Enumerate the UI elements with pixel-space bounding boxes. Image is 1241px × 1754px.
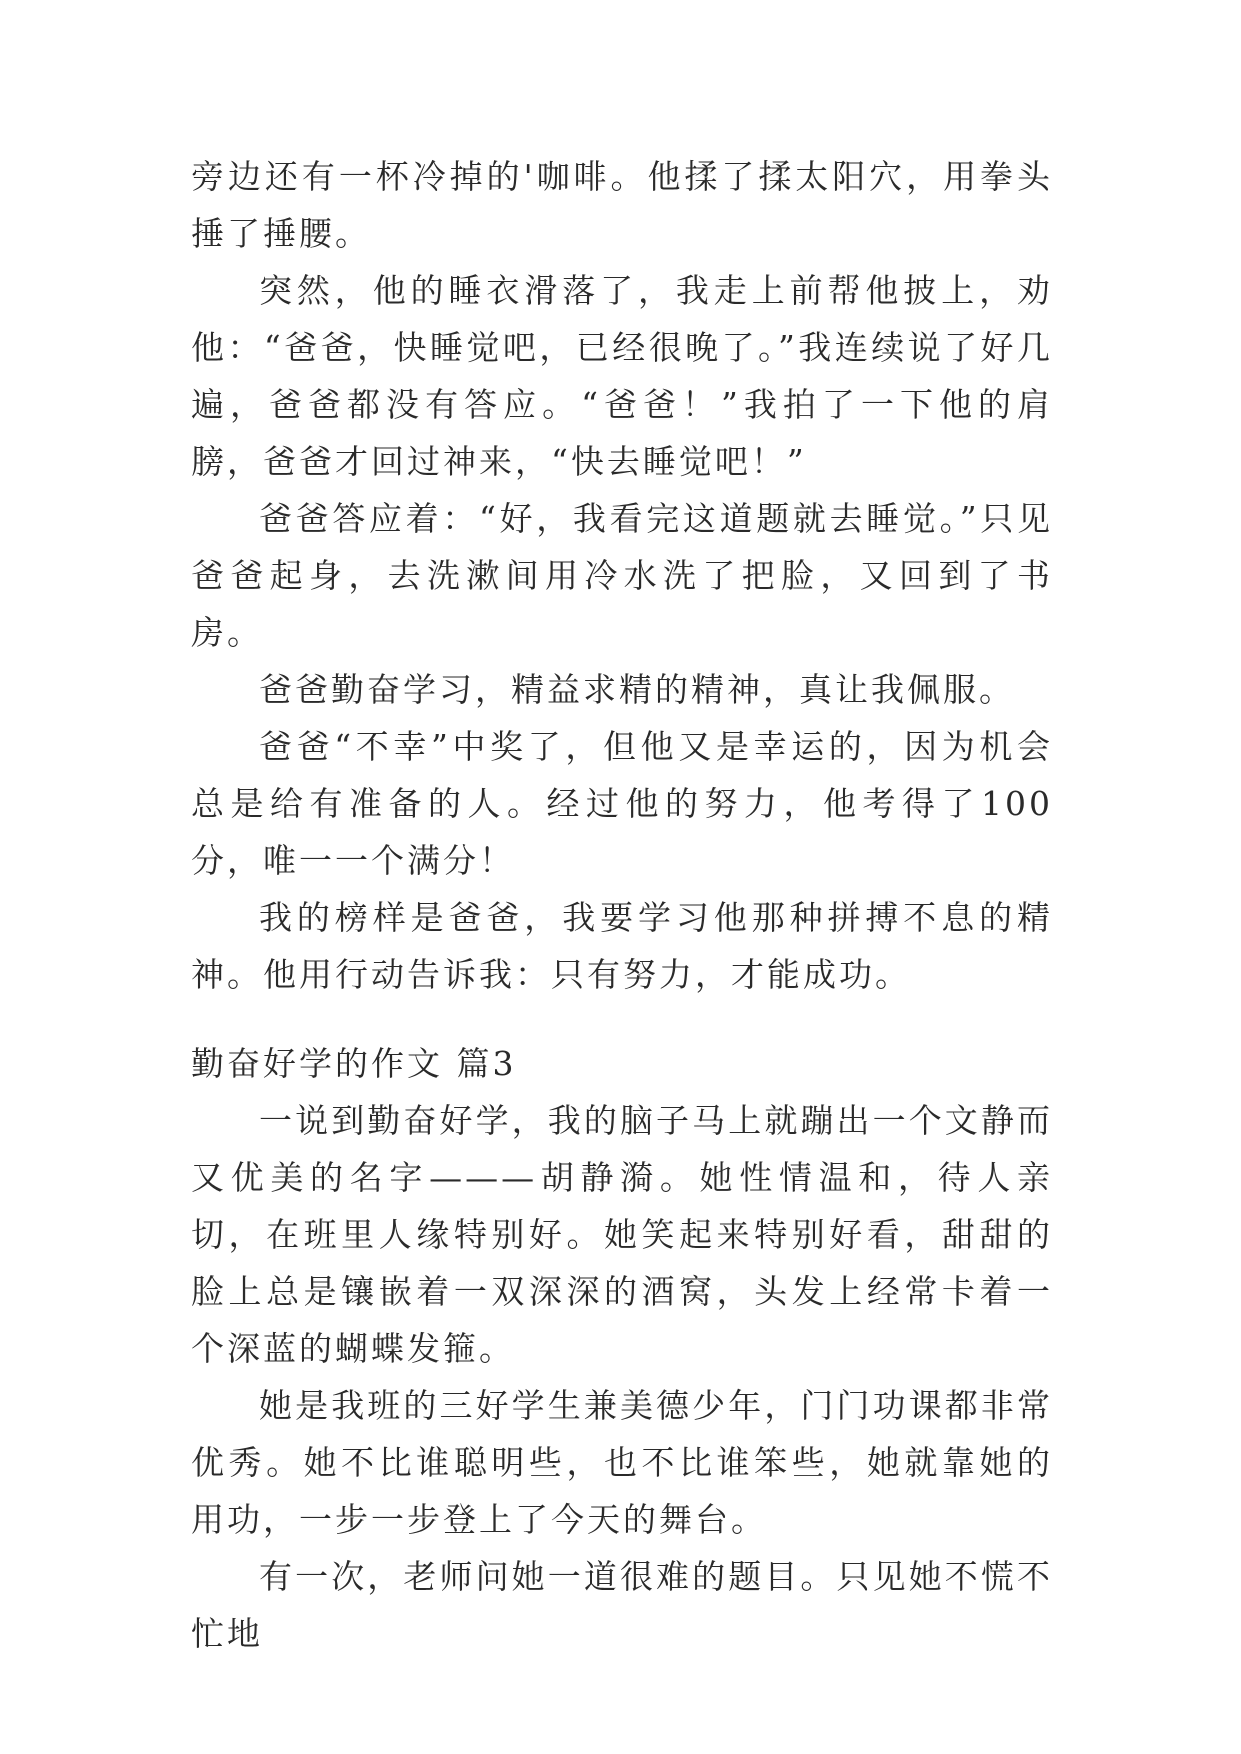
paragraph: 突然，他的睡衣滑落了，我走上前帮他披上，劝他：“爸爸，快睡觉吧，已经很晚了。”我连续说了好几遍，爸爸都没有答应。“爸爸！”我拍了一下他的肩膀，爸爸才回过神来，“快去睡觉吧！” [191, 271, 1053, 481]
paragraph: 旁边还有一杯冷掉的'咖啡。他揉了揉太阳穴，用拳头捶了捶腰。 [191, 157, 1053, 253]
paragraph: 爸爸“不幸”中奖了，但他又是幸运的，因为机会总是给有准备的人。经过他的努力，他考得了100分，唯一一个满分！ [191, 727, 1053, 880]
paragraph: 爸爸答应着：“好，我看完这道题就去睡觉。”只见爸爸起身，去洗漱间用冷水洗了把脸，又回到了书房。 [191, 499, 1053, 652]
paragraph: 有一次，老师问她一道很难的题目。只见她不慌不忙地 [191, 1557, 1053, 1653]
essay-section-3 [191, 1092, 1053, 1662]
paragraph: 她是我班的三好学生兼美德少年，门门功课都非常优秀。她不比谁聪明些，也不比谁笨些，她就靠她的用功，一步一步登上了今天的舞台。 [191, 1386, 1053, 1539]
essay-continuation [191, 148, 1053, 1003]
section-title: 勤奋好学的作文 篇3 [191, 1044, 517, 1083]
paragraph: 我的榜样是爸爸，我要学习他那种拼搏不息的精神。他用行动告诉我：只有努力，才能成功。 [191, 898, 1053, 994]
paragraph: 一说到勤奋好学，我的脑子马上就蹦出一个文静而又优美的名字———胡静漪。她性情温和，待人亲切，在班里人缘特别好。她笑起来特别好看，甜甜的脸上总是镶嵌着一双深深的酒窝，头发上经常卡着一个深蓝的蝴蝶发箍。 [191, 1101, 1053, 1368]
paragraph: 爸爸勤奋学习，精益求精的精神，真让我佩服。 [259, 670, 1015, 709]
